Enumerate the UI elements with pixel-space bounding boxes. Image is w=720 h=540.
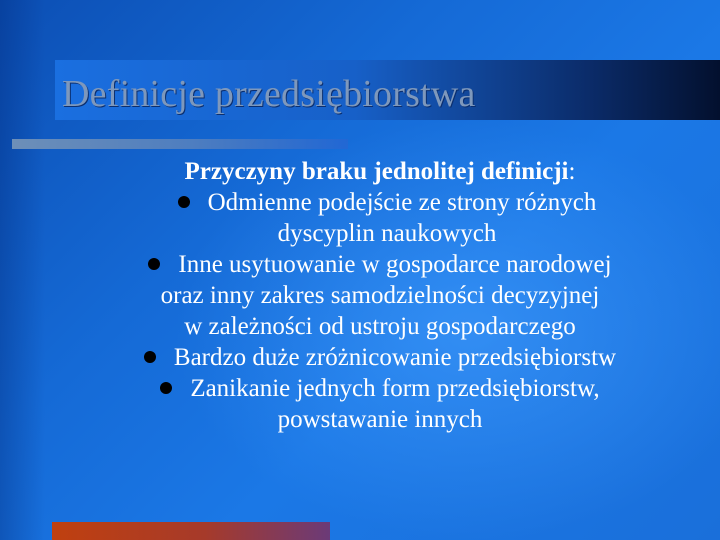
list-item-line: Bardzo duże zróżnicowanie przedsiębiorstw [173,344,617,371]
content-heading [50,156,710,187]
list-item-line: Inne usytuowanie w gospodarce narodowej [178,251,612,278]
list-item-line: w zależności od ustroju gospodarczego [184,313,576,340]
bullet-icon [160,382,172,394]
list-item [50,342,710,373]
heading-colon: : [568,158,576,185]
left-gradient-bar [0,0,45,540]
list-item-line: oraz inny zakres samodzielności decyzyjnej [160,282,600,309]
title-underline [12,139,348,149]
list-item [50,373,710,435]
bullet-icon [148,258,160,270]
bottom-accent-bar [52,522,330,540]
list-item [64,187,710,249]
bullet-icon [144,351,156,363]
bullet-icon [178,196,190,208]
slide-content [50,156,710,435]
heading-strong-text: Przyczyny braku jednolitej definicji [184,158,569,185]
list-item-line: dyscyplin naukowych [277,220,497,247]
list-item [50,249,710,342]
list-item-line: powstawanie innych [277,406,483,433]
list-item-line: Zanikanie jednych form przedsiębiorstw, [190,375,600,402]
slide-title: Definicje przedsiębiorstwa [62,73,476,115]
list-item-line: Odmienne podejście ze strony różnych [207,189,597,216]
